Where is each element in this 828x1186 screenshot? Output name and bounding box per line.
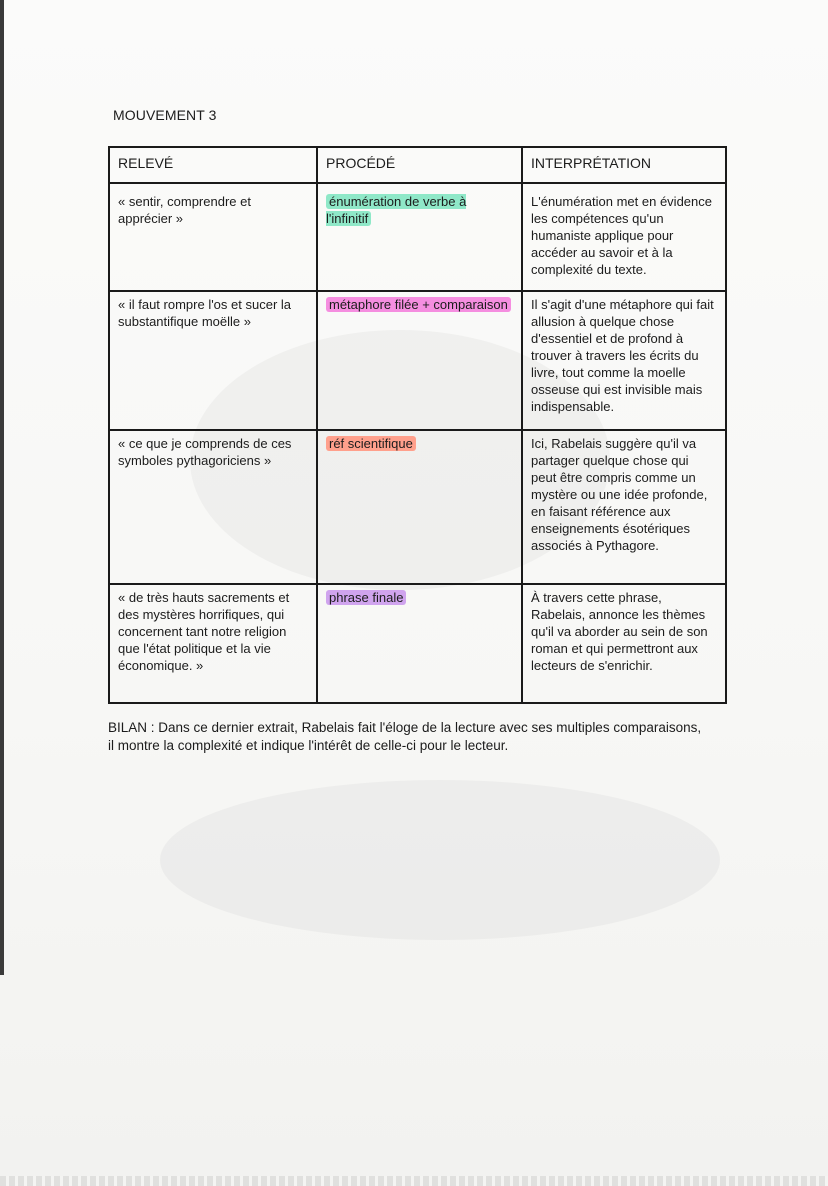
releve-text: « il faut rompre l'os et sucer la substantifique moëlle »	[118, 297, 291, 329]
show-through-smudge	[160, 780, 720, 940]
bilan-paragraph: BILAN : Dans ce dernier extrait, Rabelais fait l'éloge de la lecture avec ses multiples comparaisons, il montre la complexité et indique l'intérêt de celle-ci pour le lecteur.	[108, 720, 702, 753]
releve-text: « de très hauts sacrements et des mystères horrifiques, qui concernent tant notre religion que l'état politique et la vie économique. »	[118, 590, 290, 673]
procede-highlight: phrase finale	[326, 590, 406, 605]
table-row	[109, 584, 726, 703]
releve-cell	[109, 584, 317, 703]
interpretation-text: Ici, Rabelais suggère qu'il va partager quelque chose qui peut être compris comme un mystère ou une idée profonde, en faisant référence aux enseignements ésotériques associés à Pythagore.	[531, 436, 708, 553]
table-header-row	[109, 147, 726, 183]
header-procede: PROCÉDÉ	[317, 147, 522, 183]
procede-highlight: réf scientifique	[326, 436, 416, 451]
interpretation-cell	[522, 291, 726, 430]
header-interpretation: INTERPRÉTATION	[522, 147, 726, 183]
releve-cell	[109, 291, 317, 430]
procede-highlight: métaphore filée + comparaison	[326, 297, 511, 312]
interpretation-text: Il s'agit d'une métaphore qui fait allusion à quelque chose d'essentiel et de profond à trouver à travers les écrits du livre, tout comme la moelle osseuse qui est invisible mais indispensable.	[531, 297, 714, 414]
procede-cell	[317, 183, 522, 291]
sheet-protector-edge	[0, 1176, 828, 1186]
interpretation-cell	[522, 183, 726, 291]
procede-cell	[317, 291, 522, 430]
table-row	[109, 291, 726, 430]
table-row	[109, 430, 726, 584]
interpretation-cell	[522, 584, 726, 703]
releve-cell	[109, 430, 317, 584]
interpretation-text: L'énumération met en évidence les compétences qu'un humaniste applique pour accéder au savoir et à la complexité du texte.	[531, 194, 712, 277]
header-releve: RELEVÉ	[109, 147, 317, 183]
table-row	[109, 183, 726, 291]
procede-cell	[317, 430, 522, 584]
interpretation-cell	[522, 430, 726, 584]
releve-cell	[109, 183, 317, 291]
analysis-table	[108, 146, 727, 704]
interpretation-text: À travers cette phrase, Rabelais, annonce les thèmes qu'il va aborder au sein de son roman et qui permettront aux lecteurs de s'enrichir.	[531, 590, 708, 673]
procede-cell	[317, 584, 522, 703]
releve-text: « ce que je comprends de ces symboles pythagoriciens »	[118, 436, 292, 468]
releve-text: « sentir, comprendre et apprécier »	[118, 194, 251, 226]
procede-highlight: énumération de verbe à l'infinitif	[326, 194, 467, 226]
page-edge-shadow	[0, 0, 4, 975]
section-heading: MOUVEMENT 3	[113, 107, 217, 123]
